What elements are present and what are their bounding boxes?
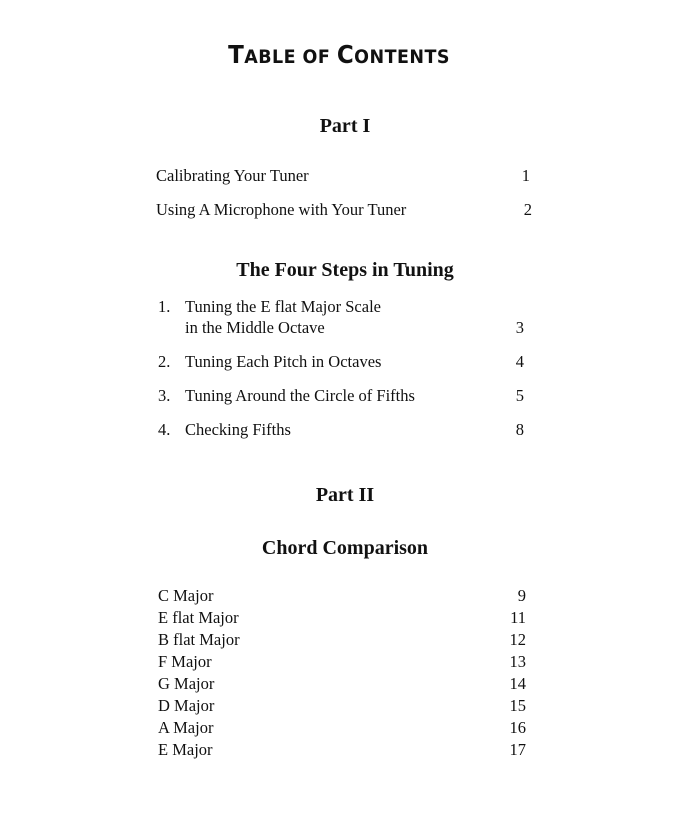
- toc-entry-label[interactable]: Calibrating Your Tuner: [156, 166, 309, 185]
- step-page: 8: [515, 420, 524, 439]
- chord-entry-label[interactable]: F Major: [158, 652, 212, 671]
- step-number: 4.: [158, 420, 171, 439]
- chord-entry-page: 13: [509, 652, 526, 671]
- toc-entry-label[interactable]: Using A Microphone with Your Tuner: [156, 200, 407, 219]
- chord-entry-label[interactable]: B flat Major: [158, 630, 240, 649]
- step-number: 3.: [158, 386, 171, 405]
- step-label[interactable]: Tuning Around the Circle of Fifths: [185, 386, 415, 405]
- chord-entry-label[interactable]: D Major: [158, 696, 215, 715]
- step-label[interactable]: Tuning the E flat Major Scale: [185, 297, 381, 316]
- step-page: 5: [515, 386, 524, 405]
- part1-heading: Part I: [319, 115, 371, 137]
- chord-entry-page: 12: [509, 630, 526, 649]
- chord-entry-label[interactable]: C Major: [158, 586, 214, 605]
- title-part-2: ONTENTS: [354, 46, 450, 68]
- title-part-1: ABLE OF: [244, 46, 337, 68]
- chord-entry-page: 17: [509, 740, 526, 759]
- step-label[interactable]: Checking Fifths: [185, 420, 291, 439]
- title-initial-t: T: [228, 40, 245, 69]
- chord-entry-page: 16: [509, 718, 526, 737]
- title-initial-c: C: [336, 40, 355, 69]
- toc-entry-page: 2: [523, 200, 532, 219]
- chord-entry-label[interactable]: E flat Major: [158, 608, 239, 627]
- chord-entry-page: 11: [510, 608, 526, 627]
- toc-entry-page: 1: [521, 166, 530, 185]
- step-label-continued[interactable]: in the Middle Octave: [185, 318, 325, 337]
- chord-entry-page: 9: [517, 586, 526, 605]
- chord-entry-label[interactable]: A Major: [158, 718, 214, 737]
- step-number: 1.: [158, 297, 171, 316]
- page-title: [27, 40, 651, 69]
- step-page: 4: [515, 352, 524, 371]
- part2-heading: Part II: [315, 484, 375, 506]
- chord-entry-page: 15: [509, 696, 526, 715]
- step-number: 2.: [158, 352, 171, 371]
- chord-comparison-heading: Chord Comparison: [261, 537, 429, 559]
- four-steps-heading: The Four Steps in Tuning: [236, 259, 454, 281]
- step-label[interactable]: Tuning Each Pitch in Octaves: [185, 352, 382, 371]
- chord-entry-label[interactable]: G Major: [158, 674, 215, 693]
- step-page: 3: [515, 318, 524, 337]
- chord-entry-label[interactable]: E Major: [158, 740, 213, 759]
- chord-entry-page: 14: [509, 674, 526, 693]
